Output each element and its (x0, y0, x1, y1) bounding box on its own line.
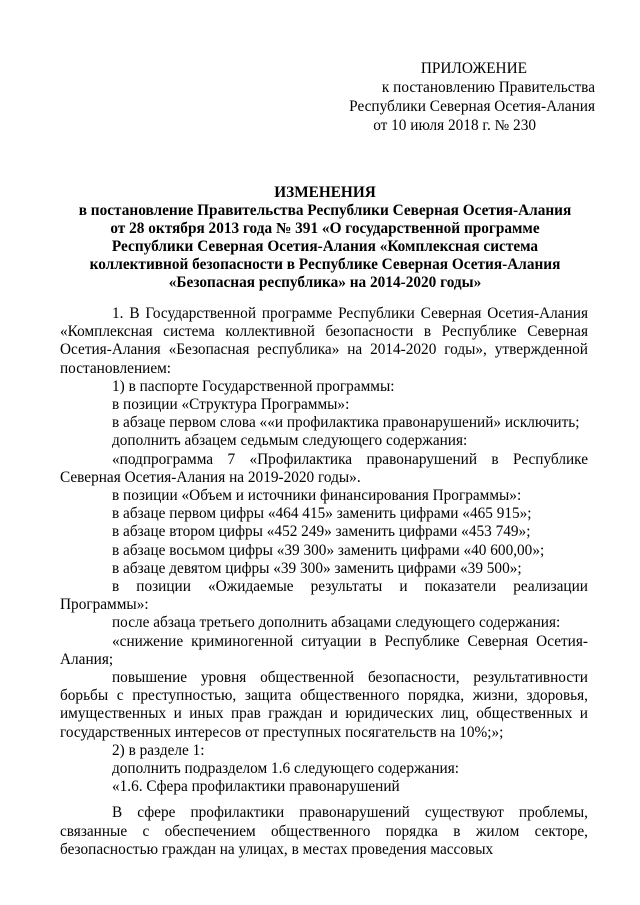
paragraph-7: в позиции «Объем и источники финансирования Программы»: (112, 487, 522, 505)
document-body (60, 305, 588, 859)
heading-title: ИЗМЕНЕНИЯ (274, 184, 376, 201)
paragraph-14: «снижение криминогенной ситуации в Республике Северная Осетия-Алания; (60, 632, 588, 668)
heading-line-5: «Безопасная республика» на 2014-2020 годы» (168, 274, 482, 291)
paragraph-11: в абзаце девятом цифры «39 300» заменить цифрами «39 500»; (112, 559, 522, 577)
paragraph-12: в позиции «Ожидаемые результаты и показатели реализации Программы»: (60, 578, 588, 614)
paragraph-4: в абзаце первом слова ««и профилактика правонарушений» исключить; (112, 414, 580, 432)
paragraph-9: в абзаце втором цифры «452 249» заменить цифрами «453 749»; (112, 523, 531, 541)
paragraph-19: В сфере профилактики правонарушений существуют проблемы, связанные с обеспечением общественного порядка в жилом секторе, безопасностью граждан на улицах, в местах проведения массовых (60, 804, 588, 858)
paragraph-6: «подпрограмма 7 «Профилактика правонарушений в Республике Северная Осетия-Алания на 2019-2020 годы». (60, 450, 588, 486)
paragraph-1: 1. В Государственной программе Республики Северная Осетия-Алания «Комплексная система коллективной безопасности в Республике Северная Осетия-Алания «Безопасная республика» на 2014-2020 годы», утвержденной постановлением: (60, 305, 588, 377)
annex-line-2: Республики Северная Осетия-Алания (349, 98, 595, 115)
paragraph-17: дополнить подразделом 1.6 следующего содержания: (112, 760, 459, 778)
paragraph-8: в абзаце первом цифры «464 415» заменить цифрами «465 915»; (112, 505, 532, 523)
heading-line-4: коллективной безопасности в Республике Северная Осетия-Алания (89, 256, 561, 273)
annex-line-3: от 10 июля 2018 г. № 230 (373, 117, 536, 134)
annex-line-1: к постановлению Правительства (381, 79, 595, 96)
document-heading (60, 184, 590, 292)
paragraph-2: 1) в паспорте Государственной программы: (112, 377, 395, 395)
paragraph-15: повышение уровня общественной безопасности, результативности борьбы с преступностью, защита общественного порядка, жизни, здоровья, имущественных и иных прав граждан и юридических лиц, общественных и государственных интересов от преступных посягательств на 10%;»; (60, 669, 588, 741)
paragraph-5: дополнить абзацем седьмым следующего содержания: (112, 432, 468, 450)
paragraph-13: после абзаца третьего дополнить абзацами следующего содержания: (112, 614, 561, 632)
paragraph-18: «1.6. Сфера профилактики правонарушений (112, 778, 400, 796)
paragraph-16: 2) в разделе 1: (112, 741, 205, 759)
heading-line-2: от 28 октября 2013 года № 391 «О государственной программе (110, 220, 540, 237)
annex-block (335, 59, 595, 135)
paragraph-3: в позиции «Структура Программы»: (112, 396, 350, 414)
annex-title: ПРИЛОЖЕНИЕ (420, 60, 527, 77)
heading-line-1: в постановление Правительства Республики Северная Осетия-Алания (78, 202, 572, 219)
paragraph-10: в абзаце восьмом цифры «39 300» заменить цифрами «40 600,00»; (112, 541, 545, 559)
heading-line-3: Республики Северная Осетия-Алания «Комплексная система (111, 238, 539, 255)
